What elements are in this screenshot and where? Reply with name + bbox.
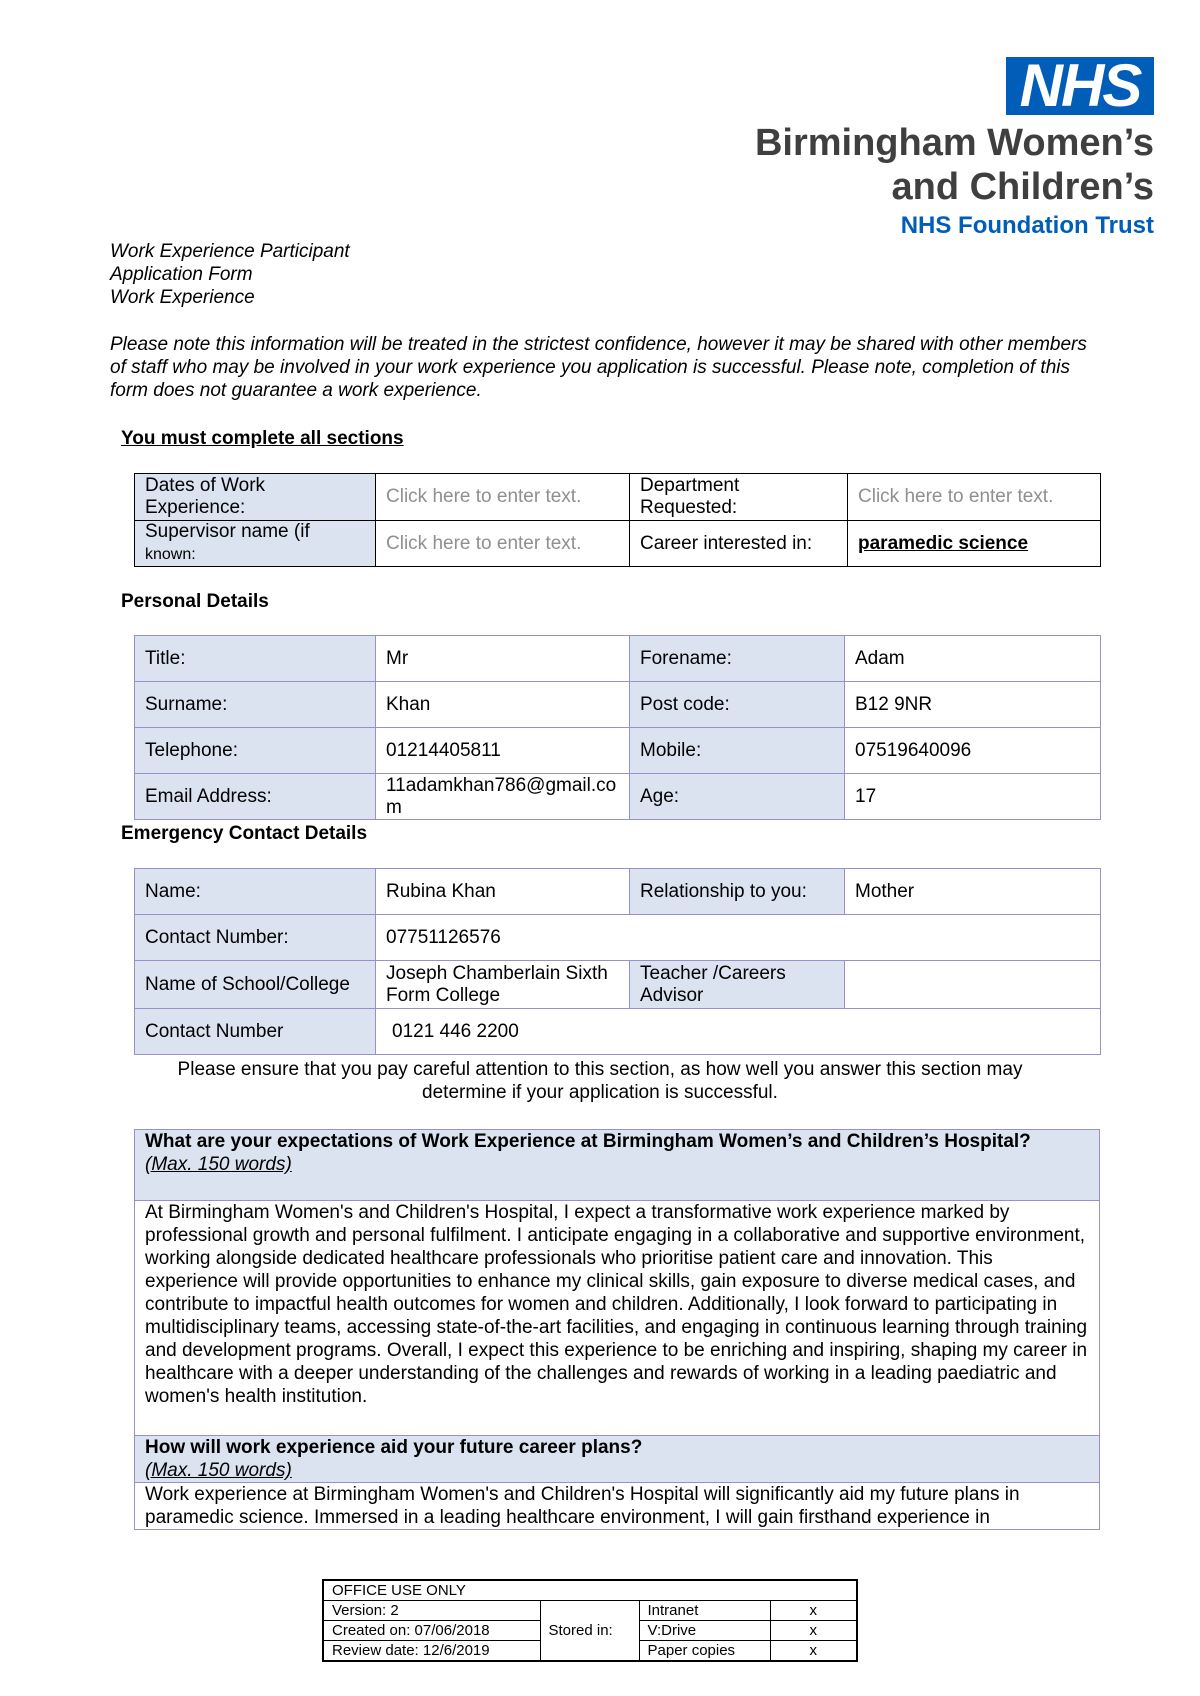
confidentiality-note: Please note this information will be treated in the strictest confidence, however it may be shared with other members of staff who may be involved in your work experience you application is successful. Please note, completion of this form does not guarantee a work experience. (110, 334, 1087, 401)
forename-field[interactable]: Adam (845, 636, 1101, 682)
title-field[interactable]: Mr (376, 636, 630, 682)
dates-label: Dates of Work Experience: (135, 474, 376, 521)
questions-table (134, 1129, 1100, 1530)
email-field[interactable]: 11adamkhan786@gmail.com (376, 774, 630, 820)
relationship-field[interactable]: Mother (845, 869, 1101, 915)
answer-1-field[interactable]: At Birmingham Women's and Children's Hospital, I expect a transformative work experience marked by professional growth and personal fulfilment. I anticipate engaging in a collaborative and supportive environment, working alongside dedicated healthcare professionals who prioritise patient care and innovation. This experience will provide opportunities to enhance my clinical skills, gain exposure to diverse medical cases, and contribute to impactful health outcomes for women and children. Additionally, I look forward to participating in multidisciplinary teams, accessing state-of-the-art facilities, and engaging in continuous learning through training and development programs. Overall, I expect this experience to be enriching and inspiring, shaping my career in healthcare with a deeper understanding of the challenges and rewards of working in a leading paediatric and women's health institution. (135, 1201, 1100, 1436)
question-2-title: How will work experience aid your future career plans? (145, 1437, 643, 1458)
postcode-field[interactable]: B12 9NR (845, 682, 1101, 728)
office-vdrive: V:Drive (639, 1621, 770, 1641)
emergency-contact-label: Contact Number: (135, 915, 376, 961)
postcode-label: Post code: (630, 682, 845, 728)
nhs-logo (1006, 52, 1154, 119)
supervisor-label (135, 521, 376, 567)
title-label: Title: (135, 636, 376, 682)
question-1-header (135, 1130, 1100, 1201)
office-vdrive-mark: x (770, 1621, 857, 1641)
emergency-name-label: Name: (135, 869, 376, 915)
emergency-name-field[interactable]: Rubina Khan (376, 869, 630, 915)
attention-note: Please ensure that you pay careful attention to this section, as how well you answer this section may determine if your application is successful. (177, 1059, 1023, 1103)
career-label: Career interested in: (630, 521, 848, 567)
office-use-table (322, 1579, 858, 1662)
answer-2-text: Work experience at Birmingham Women's and Children's Hospital will significantly aid my future plans in paramedic science. Immersed in a leading healthcare environment, I will gain firsthand experience in (145, 1484, 1020, 1528)
answer-2-field[interactable] (135, 1483, 1100, 1530)
emergency-contact-field[interactable]: 07751126576 (376, 915, 1101, 961)
dates-field[interactable]: Click here to enter text. (376, 474, 630, 521)
org-name-line3: NHS Foundation Trust (900, 212, 1154, 239)
form-subtitle-3: Work Experience (110, 287, 255, 308)
age-label: Age: (630, 774, 845, 820)
org-name-line2: and Children’s (891, 166, 1154, 208)
school-contact-label: Contact Number (135, 1009, 376, 1055)
email-label: Email Address: (135, 774, 376, 820)
personal-details-heading: Personal Details (121, 591, 269, 612)
forename-label: Forename: (630, 636, 845, 682)
teacher-label: Teacher /Careers Advisor (630, 961, 845, 1009)
emergency-contact-heading: Emergency Contact Details (121, 823, 368, 844)
office-paper-mark: x (770, 1641, 857, 1662)
office-created: Created on: 07/06/2018 (323, 1621, 540, 1641)
supervisor-label-small: known: (145, 546, 196, 563)
age-field[interactable]: 17 (845, 774, 1101, 820)
department-field[interactable]: Click here to enter text. (848, 474, 1101, 521)
supervisor-field[interactable]: Click here to enter text. (376, 521, 630, 567)
office-intranet: Intranet (639, 1601, 770, 1621)
office-paper: Paper copies (639, 1641, 770, 1662)
question-2-header (135, 1436, 1100, 1483)
surname-field[interactable]: Khan (376, 682, 630, 728)
personal-details-table (134, 635, 1101, 820)
office-stored-in: Stored in: (540, 1601, 639, 1662)
career-field[interactable]: paramedic science (848, 521, 1101, 567)
telephone-label: Telephone: (135, 728, 376, 774)
emergency-contact-table (134, 868, 1101, 1055)
must-complete-heading: You must complete all sections (121, 428, 404, 449)
form-subtitle-2: Application Form (110, 264, 253, 285)
office-intranet-mark: x (770, 1601, 857, 1621)
form-subtitle-1: Work Experience Participant (110, 241, 350, 262)
school-contact-field[interactable]: 0121 446 2200 (376, 1009, 1101, 1055)
placement-table (134, 473, 1101, 567)
office-review: Review date: 12/6/2019 (323, 1641, 540, 1662)
question-1-title: What are your expectations of Work Experience at Birmingham Women’s and Children’s Hospital? (145, 1131, 1031, 1152)
nhs-logo-text: NHS (1019, 52, 1141, 119)
question-1-max-words: (Max. 150 words) (145, 1154, 292, 1175)
telephone-field[interactable]: 01214405811 (376, 728, 630, 774)
mobile-label: Mobile: (630, 728, 845, 774)
surname-label: Surname: (135, 682, 376, 728)
office-header: OFFICE USE ONLY (323, 1580, 857, 1601)
teacher-field[interactable] (845, 961, 1101, 1009)
school-label: Name of School/College (135, 961, 376, 1009)
department-label: Department Requested: (630, 474, 848, 521)
mobile-field[interactable]: 07519640096 (845, 728, 1101, 774)
org-name-line1: Birmingham Women’s (754, 122, 1154, 164)
question-2-max-words: (Max. 150 words) (145, 1460, 292, 1481)
supervisor-label-text: Supervisor name (if (145, 521, 310, 542)
school-field[interactable]: Joseph Chamberlain Sixth Form College (376, 961, 630, 1009)
office-version: Version: 2 (323, 1601, 540, 1621)
relationship-label: Relationship to you: (630, 869, 845, 915)
